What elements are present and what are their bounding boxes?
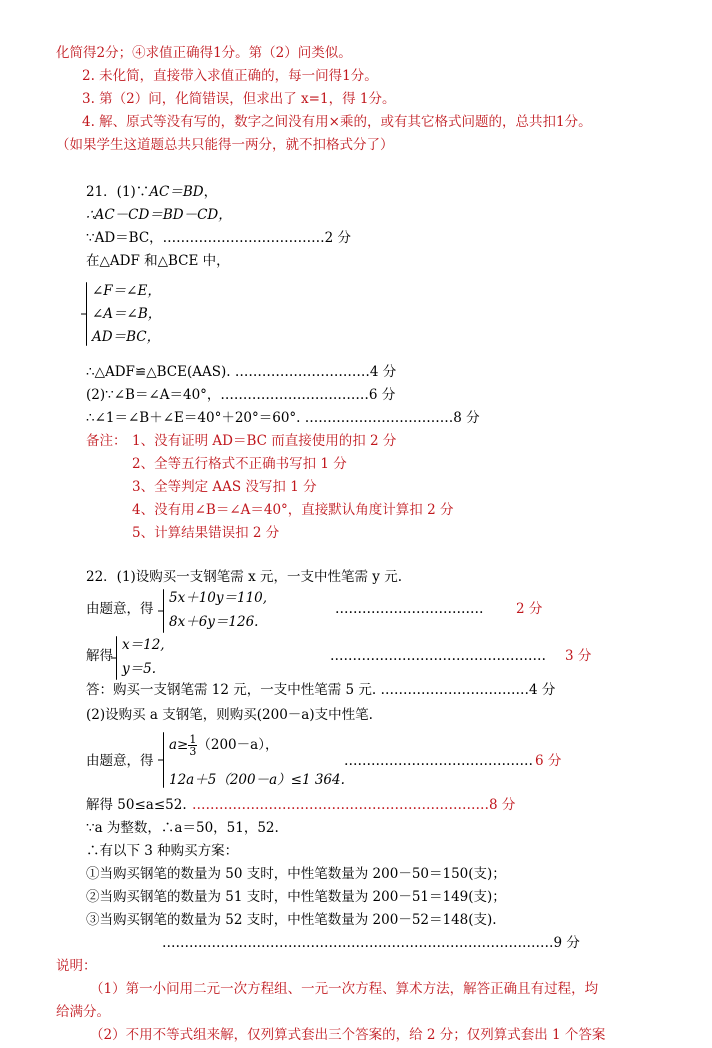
q21-system-eq-2: ∠A＝∠B， <box>92 306 162 322</box>
q22-dots-2: ………………………………………… <box>330 648 546 664</box>
q22-line-3-prefix: 解得 <box>86 648 113 664</box>
q21-line-7: ∴∠1＝∠B＋∠E＝40°＋20°＝60°. ……………………………8 分 <box>86 410 480 426</box>
q22-line-10: ①当购买钢笔的数量为 50 支时，中性笔数量为 200－50＝150(支)； <box>86 866 506 882</box>
q22-fraction-num: 1 <box>189 733 197 746</box>
intro-line-3: 3. 第（2）问，化简错误，但求出了 x=1，得 1分。 <box>82 91 396 107</box>
intro-line-2: 2. 未化简，直接带入求值正确的，每一问得1分。 <box>82 68 378 84</box>
q22-line-7-prefix: 解得 50≤a≤52. <box>86 797 187 813</box>
q22-explain-label: 说明： <box>56 958 97 974</box>
q22-line-11: ②当购买钢笔的数量为 51 支时，中性笔数量为 200－51＝149(支)； <box>86 889 506 905</box>
q21-line-1-math: AC＝BD <box>149 184 204 200</box>
q22-explain-1: （1）第一小问用二元一次方程组、一元一次方程、算术方法，解答正确且有过程，均 <box>90 981 599 997</box>
intro-line-5: （如果学生这道题总共只能得一两分，就不扣格式分了） <box>56 137 394 153</box>
q21-note-1: 1、没有证明 AD＝BC 而直接使用的扣 2 分 <box>132 433 397 449</box>
q22-score-2: 3 分 <box>565 648 592 664</box>
q22-sol-1: x＝12, <box>122 637 165 653</box>
q21-line-3: ∵AD＝BC，………………………………2 分 <box>86 230 352 246</box>
q21-note-3: 3、全等判定 AAS 没写扣 1 分 <box>132 479 317 495</box>
q22-eq-2: 8x＋6y＝126. <box>169 614 259 630</box>
q22-explain-2: （2）不用不等式组来解，仅列算式套出三个答案的，给 2 分；仅列算式套出 1 个答案 <box>90 1027 606 1043</box>
q22-eq-1: 5x＋10y＝110, <box>169 590 268 606</box>
q22-dots-1: …………………………… <box>335 601 484 617</box>
q21-line-1-prefix: 21．(1)∵ <box>86 184 150 200</box>
q21-note-2: 2、全等五行格式不正确书写扣 1 分 <box>132 456 347 472</box>
q22-line-12: ③当购买钢笔的数量为 52 支时，中性笔数量为 200－52＝148(支). <box>86 912 497 928</box>
q22-ineq-1 <box>169 734 278 757</box>
q21-note-5: 5、计算结果错误扣 2 分 <box>132 525 280 541</box>
q22-line-4: 答：购买一支钢笔需 12 元，一支中性笔需 5 元. ……………………………4 分 <box>86 682 556 698</box>
q22-explain-1b: 给满分。 <box>56 1004 110 1020</box>
q22-line-1: 22．(1)设购买一支钢笔需 x 元，一支中性笔需 y 元. <box>86 569 402 585</box>
q22-system-brace-1 <box>163 589 164 633</box>
q22-line-6-prefix: 由题意，得 <box>86 753 154 769</box>
q22-score-3: 6 分 <box>535 753 562 769</box>
q21-note-4: 4、没有用∠B＝∠A＝40°，直接默认角度计算扣 2 分 <box>132 502 454 518</box>
q21-line-5: ∴△ADF≌△BCE(AAS). …………………………4 分 <box>86 364 397 380</box>
q21-note-label: 备注： <box>86 433 127 449</box>
q22-line-8: ∵a 为整数，∴a＝50，51，52. <box>86 820 279 836</box>
q22-fraction-den: 3 <box>189 745 197 758</box>
q22-ineq-2: 12a＋5（200－a）≤1 364. <box>169 772 345 788</box>
intro-line-4: 4. 解、原式等没有写的，数字之间没有用×乘的，或有其它格式问题的，总共扣1分。 <box>82 114 592 130</box>
q21-system-brace <box>86 282 87 346</box>
q21-line-4: 在△ADF 和△BCE 中， <box>86 253 230 269</box>
q21-line-2: ∴AC－CD＝BD－CD， <box>86 207 232 223</box>
q22-system-brace-2 <box>116 636 117 680</box>
q22-score-1: 2 分 <box>516 601 543 617</box>
q22-sol-2: y＝5. <box>122 661 157 677</box>
q22-line-5: (2)设购买 a 支钢笔，则购买(200－a)支中性笔. <box>86 707 373 723</box>
q21-system-eq-1: ∠F＝∠E， <box>92 283 161 299</box>
q22-ineq-1-a: a≥ <box>169 737 189 753</box>
q22-line-7-dots: …………………………………………………………8 分 <box>192 797 516 813</box>
q22-line-9: ∴有以下 3 种购买方案： <box>86 843 239 859</box>
q22-system-brace-3 <box>163 732 164 788</box>
q21-system-eq-3: AD＝BC， <box>92 329 161 345</box>
q21-line-1-suffix: ， <box>203 184 218 200</box>
q22-line-13: ……………………………………………………………………………9 分 <box>162 935 580 951</box>
q22-ineq-1-b: （200－a）， <box>197 737 279 753</box>
intro-line-1: 化简得2分；④求值正确得1分。第（2）问类似。 <box>56 45 352 61</box>
q21-line-1 <box>86 183 217 201</box>
q22-dots-3: …………………………………… <box>344 753 533 769</box>
q21-line-6: (2)∵∠B＝∠A＝40°，……………………………6 分 <box>86 387 396 403</box>
q22-line-2-prefix: 由题意，得 <box>86 601 154 617</box>
